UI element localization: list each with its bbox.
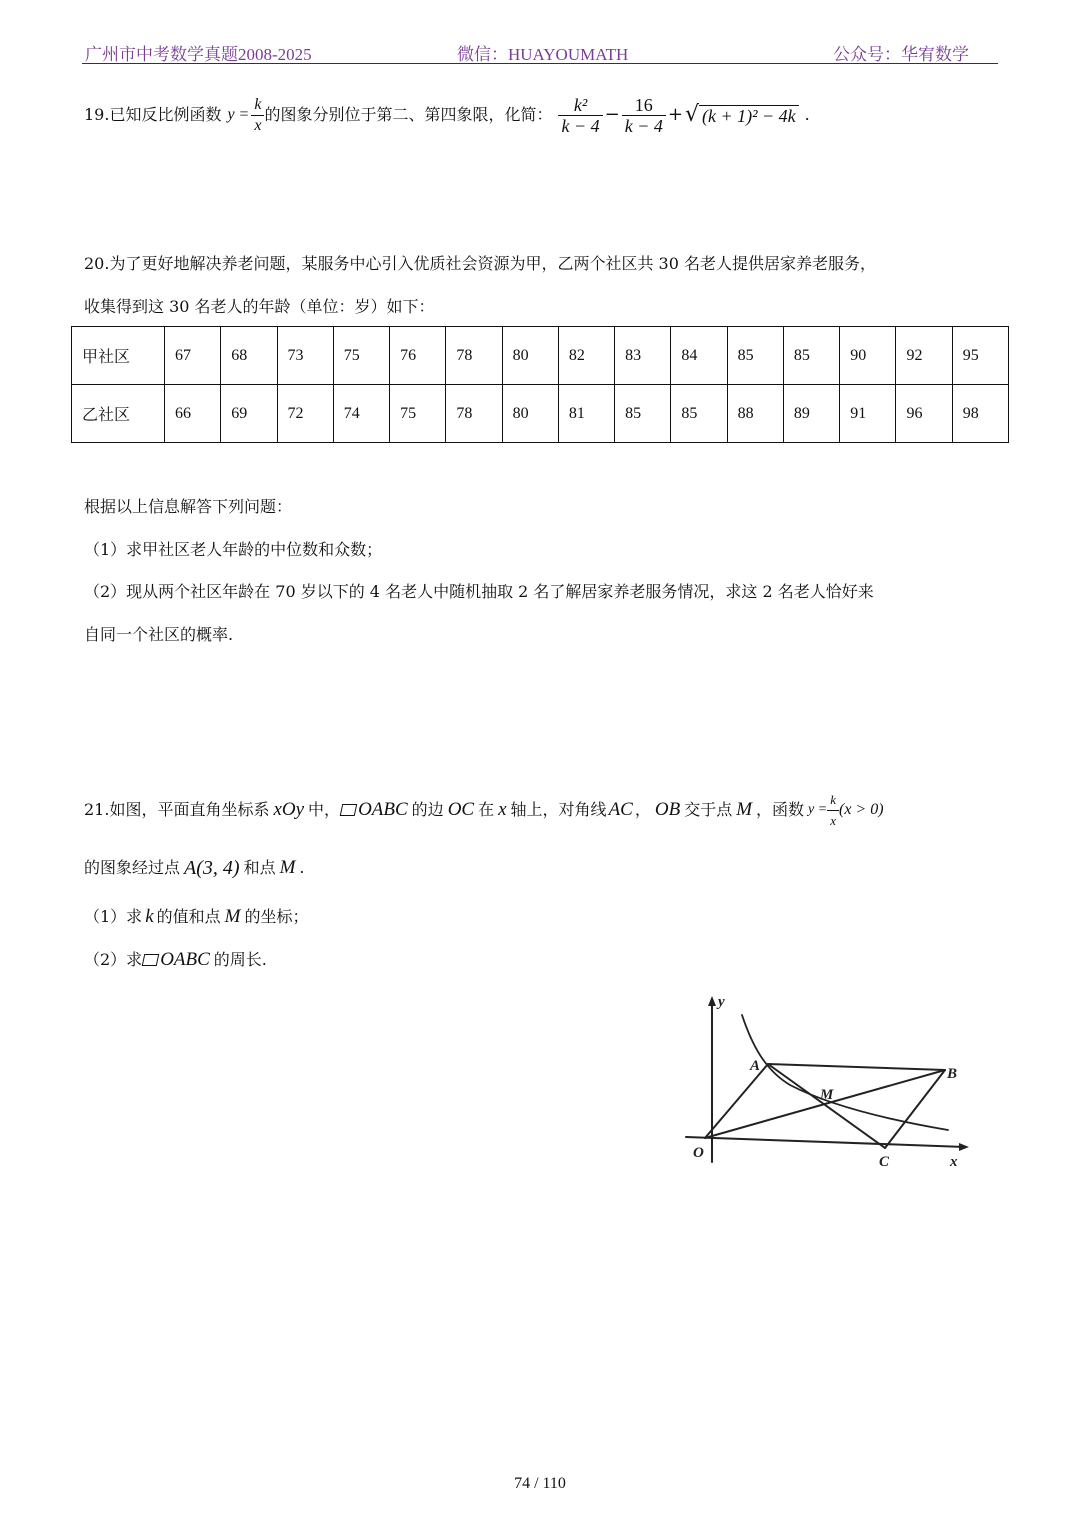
page-number: 74 / 110 xyxy=(514,1475,566,1492)
table-cell: 73 xyxy=(277,327,333,385)
q21-p1a: （1）求 xyxy=(84,907,143,926)
q21-p2a: （2）求 xyxy=(84,950,143,969)
q19-prefix: 19.已知反比例函数 xyxy=(84,105,222,124)
header-rule xyxy=(82,63,998,64)
table-cell: 92 xyxy=(896,327,952,385)
q20-intro: 根据以上信息解答下列问题： xyxy=(84,497,293,516)
table-row xyxy=(72,327,1009,385)
table-cell: 75 xyxy=(333,327,389,385)
q21-x: x xyxy=(498,799,507,820)
table-cell: 95 xyxy=(952,327,1008,385)
q19-f2-num: 16 xyxy=(634,94,653,115)
table-cell: 89 xyxy=(783,385,839,443)
q19-frac1 xyxy=(558,95,602,136)
label-O: O xyxy=(693,1145,704,1161)
edge-OA xyxy=(705,1064,768,1138)
q20-line1: 20.为了更好地解决养老问题，某服务中心引入优质社会资源为甲，乙两个社区共 30 名老人提供居家养老服务， xyxy=(84,254,876,273)
q21-p1b: 的值和点 xyxy=(156,907,221,926)
table-cell: 85 xyxy=(727,327,783,385)
table-cell: 67 xyxy=(165,327,221,385)
q21-p2b: 的周长. xyxy=(213,950,267,969)
table-cell: 66 xyxy=(165,385,221,443)
coordinate-figure xyxy=(680,990,980,1175)
table-cell: 78 xyxy=(446,385,502,443)
label-A: A xyxy=(750,1058,761,1074)
q21-k-num: k xyxy=(830,791,836,807)
table-cell: 85 xyxy=(671,385,727,443)
q19-frac2 xyxy=(622,95,666,136)
q21-l1e: 轴上，对角线 xyxy=(510,800,607,819)
table-cell: 68 xyxy=(221,327,277,385)
table-cell: 96 xyxy=(896,385,952,443)
q19-x: x xyxy=(251,115,264,136)
table-cell: 82 xyxy=(558,327,614,385)
table-row xyxy=(72,385,1009,443)
q19-f1-den: k − 4 xyxy=(558,115,602,136)
q21-OABC: OABC xyxy=(358,799,408,820)
q21-OC: OC xyxy=(447,799,475,820)
parallelogram-icon xyxy=(340,804,358,816)
q21-A34: A(3, 4) xyxy=(184,857,240,879)
table-cell: 85 xyxy=(783,327,839,385)
q21-part1 xyxy=(84,903,308,931)
q21-M: M xyxy=(736,799,753,820)
q21-OABC2: OABC xyxy=(160,949,210,970)
table-cell: 69 xyxy=(221,385,277,443)
q21-p1c: 的坐标； xyxy=(244,907,309,926)
label-C: C xyxy=(879,1154,890,1170)
table-cell: 76 xyxy=(390,327,446,385)
q20-part1: （1）求甲社区老人年龄的中位数和众数； xyxy=(84,540,383,559)
header-left: 广州市中考数学真题2008-2025 xyxy=(85,45,312,64)
q21-M3: M xyxy=(224,906,241,927)
q19-k: k xyxy=(254,95,262,113)
label-x: x xyxy=(950,1154,958,1170)
q21-M2: M xyxy=(279,857,296,878)
q20-part2-line1: （2）现从两个社区年龄在 70 岁以下的 4 名老人中随机抽取 2 名了解居家养老服务情况，求这 2 名老人恰好来 xyxy=(84,582,874,601)
table-cell: 78 xyxy=(446,327,502,385)
header-center: 微信：HUAYOUMATH xyxy=(457,45,629,64)
q21-l1g: ，函数 xyxy=(756,800,805,819)
q21-OB: OB xyxy=(654,799,681,820)
table-cell: 74 xyxy=(333,385,389,443)
age-table xyxy=(71,326,1009,443)
table-cell: 85 xyxy=(615,385,671,443)
q19-f1-num: k² xyxy=(573,94,588,115)
question-19 xyxy=(84,86,810,144)
q21-k: k xyxy=(145,906,154,927)
q21-l2-end: . xyxy=(299,858,305,877)
q19-mid: 的图象分别位于第二、第四象限，化简： xyxy=(264,105,553,124)
diagonal-AC xyxy=(768,1064,885,1148)
q21-l1f: 交于点 xyxy=(684,800,733,819)
q19-end: . xyxy=(804,105,810,124)
q21-k-over-x xyxy=(827,790,839,831)
row-label: 乙社区 xyxy=(72,385,165,443)
label-y: y xyxy=(718,994,725,1010)
table-cell: 72 xyxy=(277,385,333,443)
y-axis-arrow xyxy=(708,996,716,1006)
edge-BC xyxy=(885,1070,945,1148)
q21-part2 xyxy=(84,946,267,974)
q21-comma: ， xyxy=(634,800,651,819)
x-axis-arrow xyxy=(959,1143,969,1151)
q19-minus: − xyxy=(604,104,620,125)
table-cell: 90 xyxy=(840,327,896,385)
label-M: M xyxy=(820,1087,834,1103)
table-cell: 80 xyxy=(502,385,558,443)
table-cell: 91 xyxy=(840,385,896,443)
q21-l1c: 的边 xyxy=(411,800,444,819)
q21-line2 xyxy=(84,854,305,882)
row-label: 甲社区 xyxy=(72,327,165,385)
q21-l1b: 中， xyxy=(308,800,341,819)
q19-sqrt-body: (k + 1)² − 4k xyxy=(699,105,799,126)
table-cell: 81 xyxy=(558,385,614,443)
table-cell: 75 xyxy=(390,385,446,443)
parallelogram-icon xyxy=(142,954,160,966)
q19-plus: + xyxy=(667,104,683,125)
q21-cond: (x > 0) xyxy=(839,801,884,818)
q19-y-eq: y = xyxy=(227,106,250,123)
q21-xOy: xOy xyxy=(273,799,305,820)
edge-AB xyxy=(768,1064,945,1070)
q21-line1 xyxy=(84,788,884,832)
q20-line2: 收集得到这 30 名老人的年龄（单位：岁）如下： xyxy=(84,297,435,316)
table-cell: 98 xyxy=(952,385,1008,443)
q21-l1d: 在 xyxy=(478,800,495,819)
q21-y-eq: y = xyxy=(808,802,828,817)
table-cell: 80 xyxy=(502,327,558,385)
table-cell: 88 xyxy=(727,385,783,443)
q19-sqrt-sign: √ xyxy=(684,102,699,127)
q21-l1a: 21.如图，平面直角坐标系 xyxy=(84,800,270,819)
q21-x-den: x xyxy=(827,810,839,831)
label-B: B xyxy=(947,1066,958,1082)
q20-part2-line2: 自同一个社区的概率. xyxy=(84,625,234,644)
q19-f2-den: k − 4 xyxy=(622,115,666,136)
table-cell: 84 xyxy=(671,327,727,385)
q21-l2b: 和点 xyxy=(243,858,276,877)
x-axis xyxy=(686,1137,965,1147)
q21-AC: AC xyxy=(608,799,633,820)
header-right: 公众号：华宥数学 xyxy=(833,45,969,64)
q19-k-over-x xyxy=(251,95,264,136)
hyperbola-curve xyxy=(742,1015,948,1130)
table-cell: 83 xyxy=(615,327,671,385)
q21-l2a: 的图象经过点 xyxy=(84,858,181,877)
